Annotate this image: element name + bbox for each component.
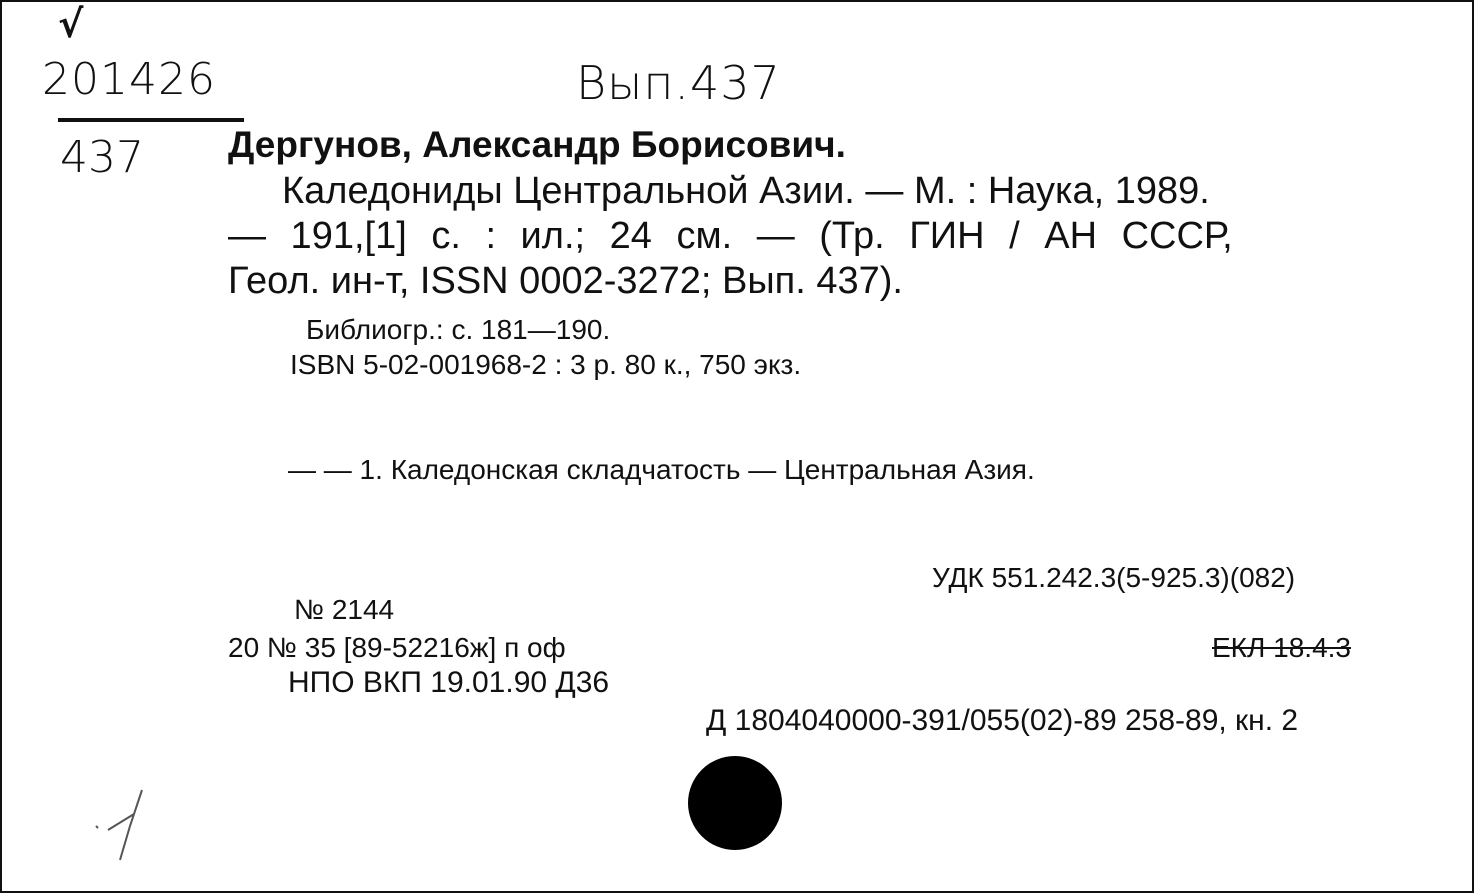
check-mark: √ <box>58 2 84 46</box>
punch-hole <box>688 756 782 850</box>
call-number: 201426 <box>42 54 216 105</box>
title-line-2: — 191,[1] с. : ил.; 24 см. — (Тр. ГИН / АН СССР, <box>228 215 1233 257</box>
bibliography-note: Библиогр.: с. 181—190. <box>306 314 611 345</box>
udk-code: УДК 551.242.3(5-925.3)(082) <box>932 562 1296 593</box>
card-number: № 2144 <box>294 594 395 625</box>
title-line-3: Геол. ин-т, ISSN 0002-3272; Вып. 437). <box>228 260 903 302</box>
title-line-1: Каледониды Центральной Азии. — М. : Наука, 1989. <box>282 170 1210 212</box>
isbn-line: ISBN 5-02-001968-2 : 3 р. 80 к., 750 экз. <box>290 349 802 380</box>
npo-line: НПО ВКП 19.01.90 Д36 <box>288 666 610 699</box>
call-sub-number: 437 <box>60 132 144 183</box>
author-heading: Дергунов, Александр Борисович. <box>228 124 846 165</box>
volume-handwritten: Вып.437 <box>576 56 781 110</box>
call-number-underline <box>58 118 244 122</box>
pencil-mark-icon <box>90 786 160 866</box>
d-code: Д 1804040000-391/055(02)-89 258-89, кн. 2 <box>706 704 1299 737</box>
ekl-code: ЕКЛ 18.4.3 <box>1212 632 1351 663</box>
order-line: 20 № 35 [89-52216ж] п оф <box>228 632 566 663</box>
subject-heading: — — 1. Каледонская складчатость — Центральная Азия. <box>288 454 1035 485</box>
